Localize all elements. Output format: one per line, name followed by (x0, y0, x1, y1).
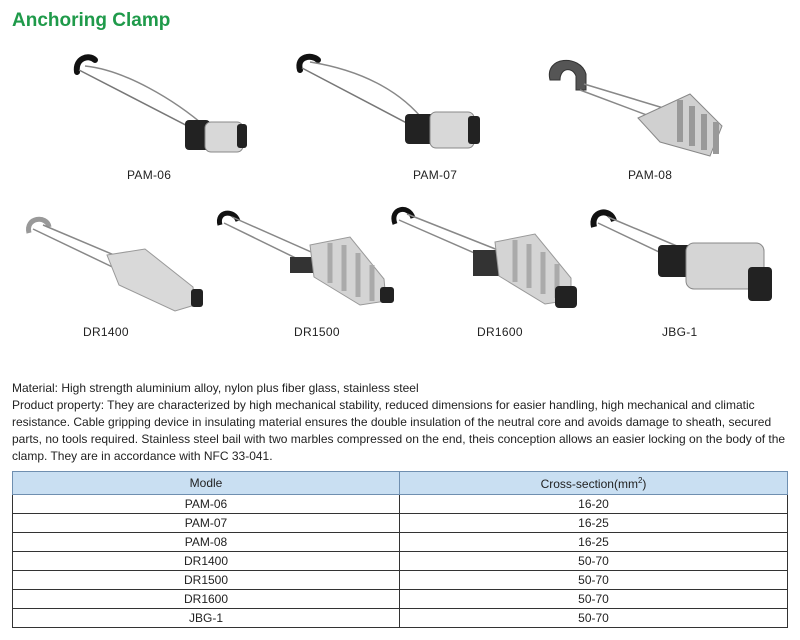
product-caption: DR1500 (294, 325, 340, 339)
model-cell: DR1600 (13, 590, 400, 609)
section-cell: 16-25 (400, 533, 788, 552)
section-cell: 50-70 (400, 552, 788, 571)
header-cross-section (400, 472, 788, 495)
product-pam-08 (540, 50, 760, 182)
model-cell: PAM-07 (13, 514, 400, 533)
header-cross-section-label: Cross-section(mm (540, 476, 638, 491)
section-cell: 50-70 (400, 590, 788, 609)
pam-07-clamp-icon (290, 50, 500, 160)
product-dr1500 (210, 205, 410, 345)
table-row (13, 514, 788, 533)
product-dr1400 (15, 205, 215, 345)
header-model: Modle (13, 472, 400, 495)
header-cross-section-sup: 2 (637, 475, 643, 485)
model-cell: PAM-06 (13, 495, 400, 514)
table-row (13, 571, 788, 590)
product-caption: PAM-06 (127, 168, 172, 182)
product-dr1600 (385, 200, 595, 345)
material-text: Material: High strength aluminium alloy, nylon plus fiber glass, stainless steel (12, 381, 419, 395)
product-caption: JBG-1 (662, 325, 698, 339)
product-caption: DR1400 (83, 325, 129, 339)
description (12, 380, 790, 465)
page-title: Anchoring Clamp (12, 10, 171, 31)
table-row (13, 590, 788, 609)
section-cell: 16-25 (400, 514, 788, 533)
table-row (13, 552, 788, 571)
table-header-row (13, 472, 788, 495)
product-caption: PAM-07 (413, 168, 458, 182)
model-cell: DR1400 (13, 552, 400, 571)
product-caption: DR1600 (477, 325, 523, 339)
dr1500-clamp-icon (210, 205, 410, 315)
section-cell: 50-70 (400, 609, 788, 628)
section-cell: 16-20 (400, 495, 788, 514)
pam-08-clamp-icon (540, 50, 760, 160)
model-cell: DR1500 (13, 571, 400, 590)
product-pam-06 (55, 50, 255, 182)
model-cell: PAM-08 (13, 533, 400, 552)
product-caption: PAM-08 (628, 168, 673, 182)
table-row (13, 495, 788, 514)
property-text: Product property: They are characterized by high mechanical stability, reduced dimensions for easier handling, high mechanical and climatic resistance. Cable gripping device in insulating material ensures the double insulation of the neutral core and avoids damage to sheath, secured parts, no tools required. Stainless steel bail with two marbles compressed on the end, theis conception allows an easier locking on the body of the clamp. They are in accordance with NFC 33-041. (12, 398, 786, 463)
dr1400-clamp-icon (15, 205, 215, 315)
table-row (13, 533, 788, 552)
dr1600-clamp-icon (385, 200, 595, 320)
jbg-1-clamp-icon (588, 205, 788, 315)
section-cell: 50-70 (400, 571, 788, 590)
product-jbg-1 (588, 205, 788, 345)
pam-06-clamp-icon (55, 50, 255, 160)
table-row (13, 609, 788, 628)
product-pam-07 (290, 50, 500, 182)
model-cell: JBG-1 (13, 609, 400, 628)
header-cross-section-close: ) (642, 476, 647, 491)
spec-table (12, 471, 788, 628)
